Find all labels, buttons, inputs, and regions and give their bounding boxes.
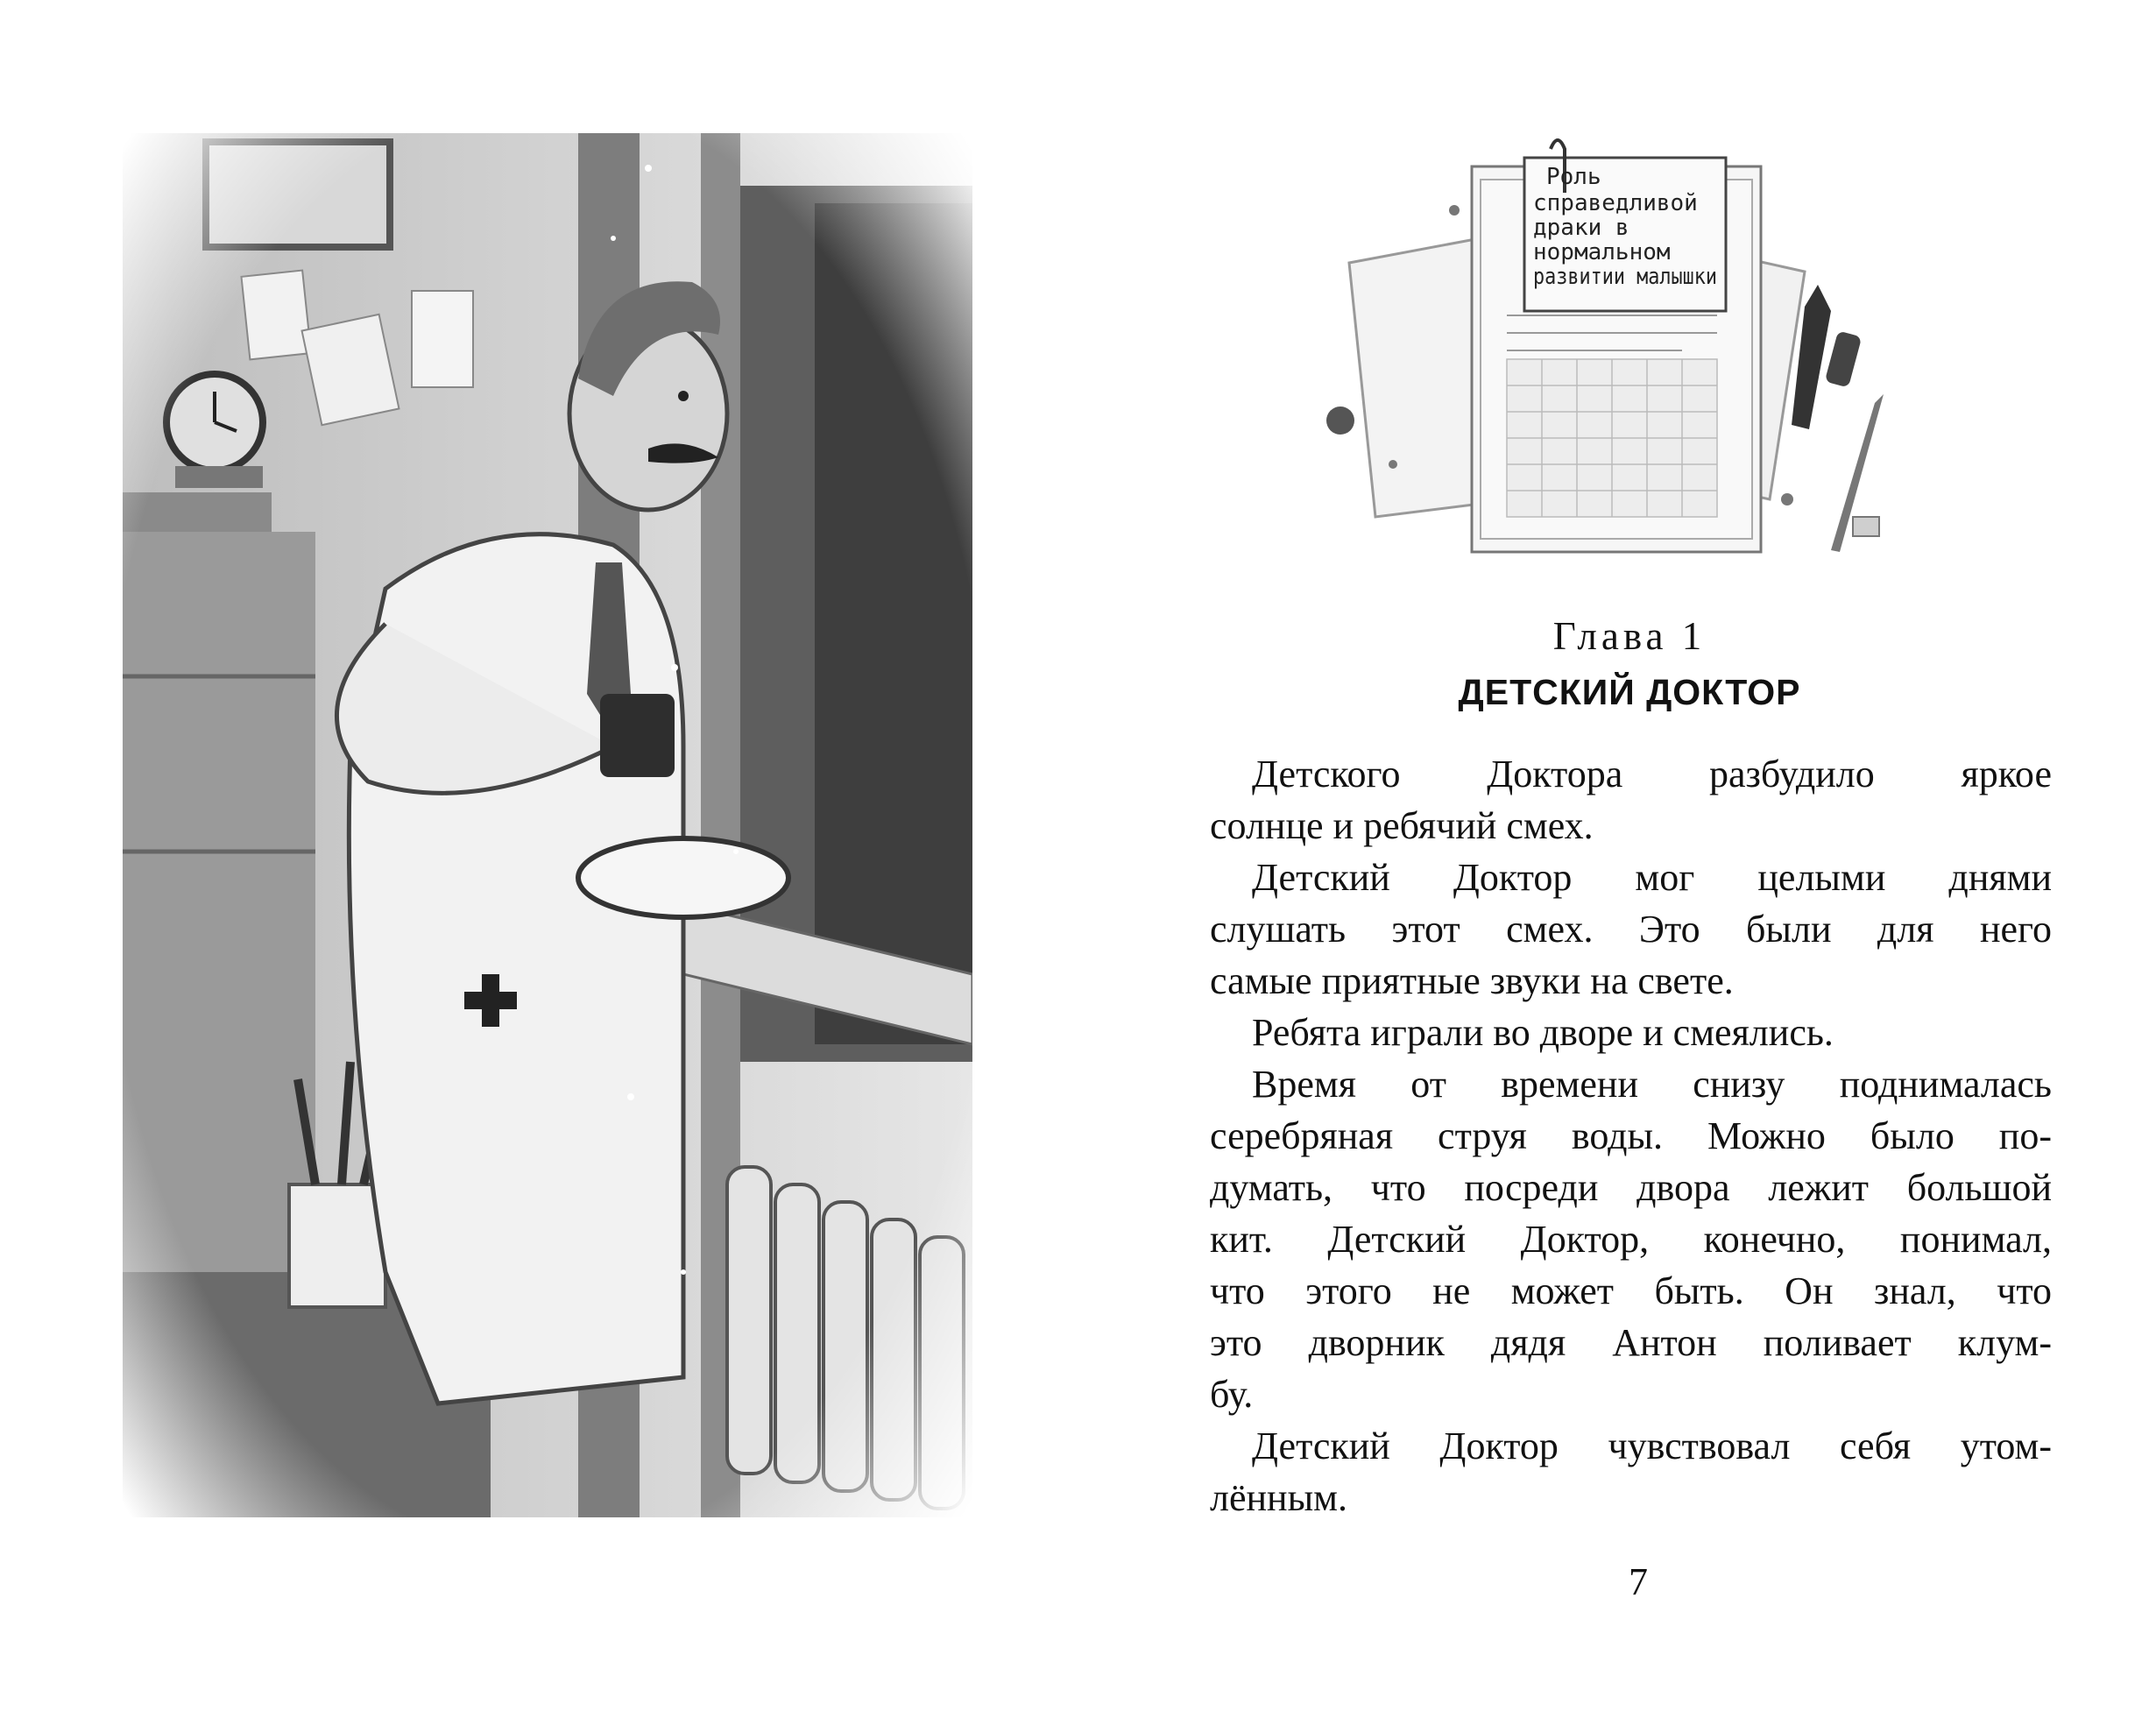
body-text	[1210, 748, 2052, 1524]
papers-vignette	[1314, 131, 1945, 587]
page-number: 7	[1629, 1560, 1648, 1603]
text-line: слушать этот смех. Это были для него	[1210, 908, 2052, 951]
text-line: Время от времени снизу поднималась	[1252, 1063, 2052, 1106]
text-line: кит. Детский Доктор, конечно, понимал,	[1210, 1218, 2052, 1261]
text-line: солнце и ребячий смех.	[1210, 804, 1594, 847]
chapter-label: Глава 1	[1552, 614, 1707, 658]
text-line: Детский Доктор чувствовал себя утом-	[1252, 1425, 2052, 1467]
text-line: думать, что посреди двора лежит большой	[1210, 1166, 2052, 1209]
text-line: серебряная струя воды. Можно было по-	[1210, 1114, 2052, 1157]
text-line: что этого не может быть. Он знал, что	[1210, 1269, 2052, 1312]
note-line: справедливой	[1533, 190, 1698, 216]
text-line: Ребята играли во дворе и смеялись.	[1252, 1011, 1834, 1054]
note-line: Роль	[1546, 164, 1601, 190]
note-line: нормальном	[1533, 239, 1671, 265]
note-line: развитии малышки	[1533, 264, 1717, 290]
text-line: Детский Доктор мог целыми днями	[1252, 856, 2052, 899]
text-line: лённым.	[1210, 1476, 1347, 1519]
text-line: это дворник дядя Антон поливает клум-	[1210, 1321, 2052, 1364]
text-line: бу.	[1210, 1373, 1254, 1416]
chapter-title: ДЕТСКИЙ ДОКТОР	[1458, 672, 1801, 712]
text-line: самые приятные звуки на свете.	[1210, 959, 1734, 1002]
note-line: драки в	[1533, 215, 1629, 241]
doctor-illustration	[123, 133, 972, 1517]
text-line: Детского Доктора разбудило яркое	[1252, 753, 2052, 795]
